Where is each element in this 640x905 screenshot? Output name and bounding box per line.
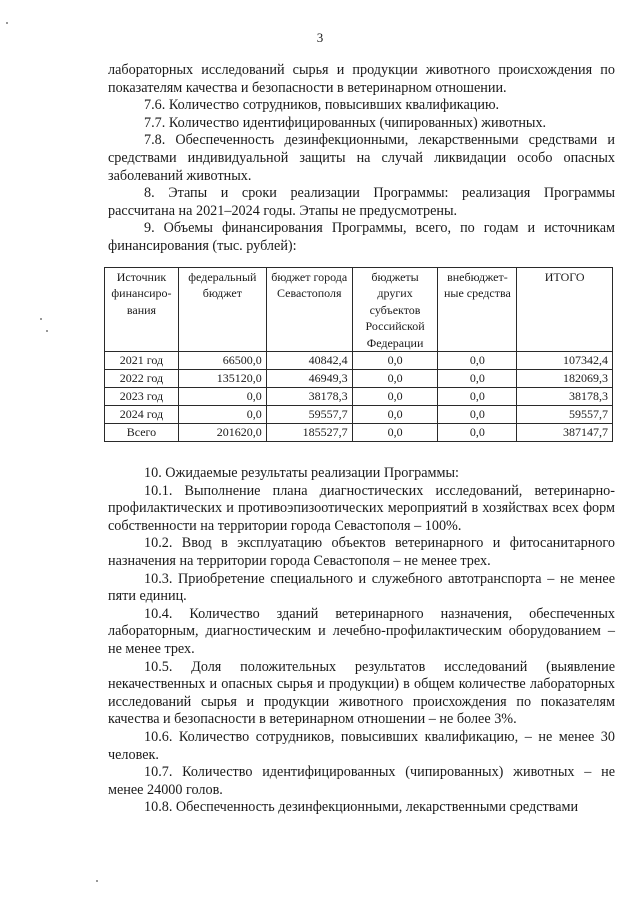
paragraph-10-5: 10.5. Доля положительных результатов исследований (выявление некачественных и опасных сырья и продукции) в общем количестве лабораторных исследований сырья и продукции животного происхождения по показателям качества и безопасности в ветеринарном отношении – не более 3%. <box>108 658 615 728</box>
table-cell: 38178,3 <box>266 388 352 406</box>
table-cell: 0,0 <box>352 352 438 370</box>
scan-speck <box>6 22 8 24</box>
paragraph-10-8: 10.8. Обеспеченность дезинфекционными, лекарственными средствами <box>144 799 579 816</box>
table-cell: 2021 год <box>105 352 179 370</box>
header-extrabudgetary: внебюджет-ные средства <box>438 267 517 352</box>
table-cell: 387147,7 <box>517 424 613 442</box>
paragraph-8: 8. Этапы и сроки реализации Программы: реализация Программы рассчитана на 2021–2024 годы. Этапы не предусмотрены. <box>108 185 615 219</box>
table-cell: 38178,3 <box>517 388 613 406</box>
table-cell: 0,0 <box>352 370 438 388</box>
header-federal: федеральный бюджет <box>178 267 266 352</box>
table-cell: 59557,7 <box>517 406 613 424</box>
table-cell: 0,0 <box>178 406 266 424</box>
table-cell: 0,0 <box>438 352 517 370</box>
paragraph-7-7: 7.7. Количество идентифицированных (чипированных) животных. <box>144 114 547 131</box>
paragraph-7-6: 7.6. Количество сотрудников, повысивших квалификацию. <box>144 97 500 114</box>
funding-table <box>104 267 613 443</box>
page-number: 3 <box>316 30 324 45</box>
paragraph-10: 10. Ожидаемые результаты реализации Программы: <box>144 465 459 482</box>
table-cell: 135120,0 <box>178 370 266 388</box>
table-header-row <box>105 267 613 352</box>
table-cell: 185527,7 <box>266 424 352 442</box>
paragraph-9: 9. Объемы финансирования Программы, всего, по годам и источникам финансирования (тыс. рублей): <box>108 220 615 254</box>
table-cell: 107342,4 <box>517 352 613 370</box>
table-row <box>105 370 613 388</box>
table-cell: 0,0 <box>438 370 517 388</box>
table-row <box>105 352 613 370</box>
table-cell: 59557,7 <box>266 406 352 424</box>
paragraph-10-4: 10.4. Количество зданий ветеринарного назначения, обеспеченных лабораторным, диагностическим и лечебно-профилактическим оборудованием – не менее трех. <box>108 605 615 657</box>
table-cell: 0,0 <box>438 406 517 424</box>
table-cell: 66500,0 <box>178 352 266 370</box>
scan-speck <box>40 318 42 320</box>
paragraph-continuation: лабораторных исследований сырья и продукции животного происхождения по показателям качества и безопасности в ветеринарном отношении. <box>108 62 615 96</box>
header-source: Источник финансиро-вания <box>105 267 179 352</box>
header-total: ИТОГО <box>517 267 613 352</box>
table-row <box>105 388 613 406</box>
table-cell: 2022 год <box>105 370 179 388</box>
paragraph-10-2: 10.2. Ввод в эксплуатацию объектов ветеринарного и фитосанитарного назначения на территории города Севастополя – не менее трех. <box>108 535 615 569</box>
table-cell: 2023 год <box>105 388 179 406</box>
paragraph-7-8: 7.8. Обеспеченность дезинфекционными, лекарственными средствами и средствами индивидуальной защиты на случай ликвидации особо опасных заболеваний животных. <box>108 132 615 184</box>
paragraph-10-6: 10.6. Количество сотрудников, повысивших квалификацию, – не менее 30 человек. <box>108 728 615 763</box>
table-row <box>105 406 613 424</box>
table-cell: 0,0 <box>352 388 438 406</box>
table-cell: 40842,4 <box>266 352 352 370</box>
table-cell: 201620,0 <box>178 424 266 442</box>
table-cell: Всего <box>105 424 179 442</box>
table-cell: 0,0 <box>352 406 438 424</box>
table-cell: 0,0 <box>352 424 438 442</box>
paragraph-10-7: 10.7. Количество идентифицированных (чипированных) животных – не менее 24000 голов. <box>108 764 615 798</box>
document-body <box>108 62 615 817</box>
scan-speck <box>96 880 98 882</box>
header-city: бюджет города Севастополя <box>266 267 352 352</box>
scan-speck <box>46 330 48 332</box>
header-other-subjects: бюджеты других субъектов Российской Федерации <box>352 267 438 352</box>
table-row-total <box>105 424 613 442</box>
table-cell: 2024 год <box>105 406 179 424</box>
table-cell: 0,0 <box>178 388 266 406</box>
paragraph-10-1: 10.1. Выполнение плана диагностических исследований, ветеринарно-профилактических и противоэпизоотических мероприятий в хозяйствах всех форм собственности на территории города Севастополя – 100%. <box>108 482 615 534</box>
table-cell: 0,0 <box>438 424 517 442</box>
table-cell: 0,0 <box>438 388 517 406</box>
table-cell: 46949,3 <box>266 370 352 388</box>
paragraph-10-3: 10.3. Приобретение специального и служебного автотранспорта – не менее пяти единиц. <box>108 570 615 605</box>
table-cell: 182069,3 <box>517 370 613 388</box>
